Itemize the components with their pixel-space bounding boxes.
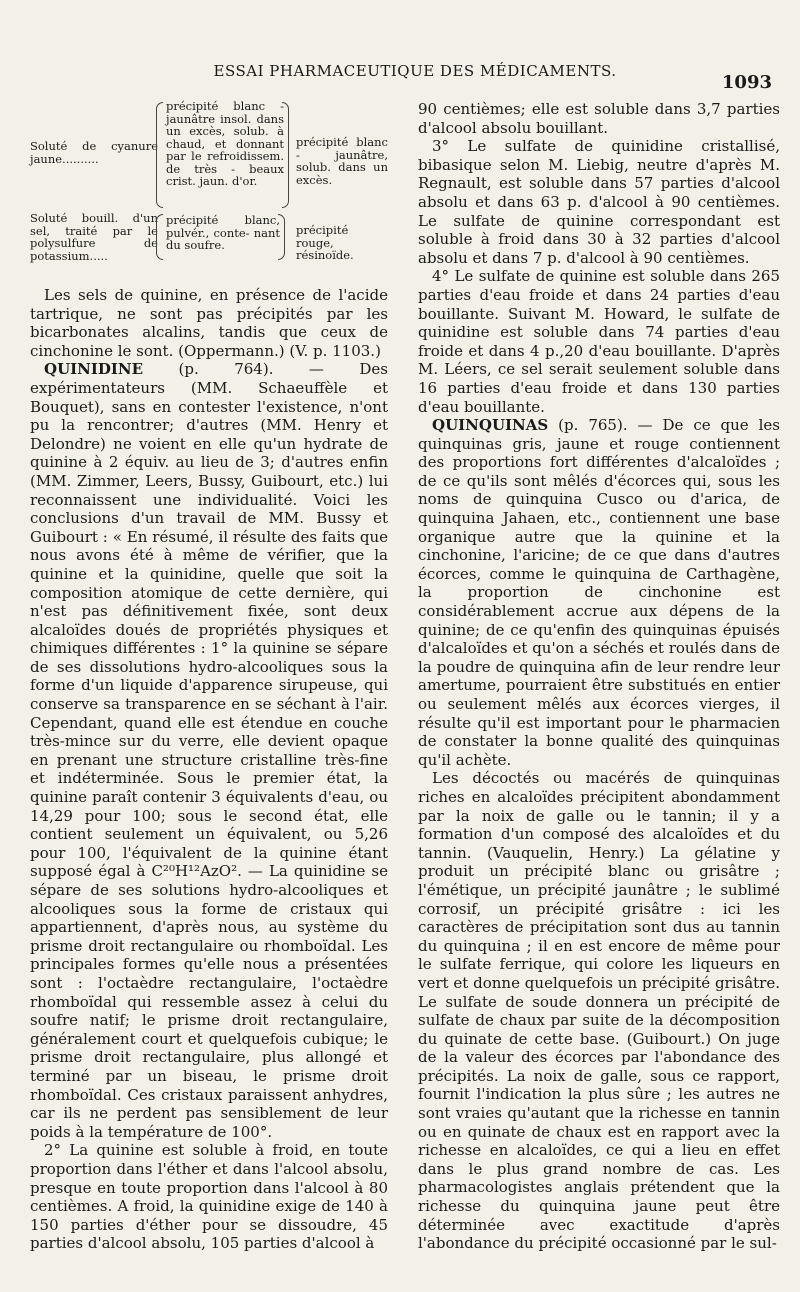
brace: [278, 214, 285, 260]
reaction-table: [30, 100, 388, 280]
precipitate-polysulfure: précipité blanc, pulvér., conte- nant du soufre.: [166, 213, 280, 252]
page-number: 1093: [721, 72, 772, 93]
reagent-polysulfure: Soluté bouill. d'un sel, traité par le polysulfure de potassium.....: [30, 211, 158, 263]
paragraph-quinquinas: [418, 416, 780, 769]
result-polysulfure: précipité rouge, résinoïde.: [296, 223, 354, 262]
brace: [282, 102, 289, 208]
right-column: [418, 100, 780, 1253]
precipitate-cyanure: précipité blanc - jaunâtre insol. dans un excès, solub. à chaud, et donnant par le refroidissem. de très - beaux crist. jaun. d'or.: [166, 99, 284, 188]
paragraph-sulfate-eau: 4° Le sulfate de quinine est soluble dans 265 parties d'eau froide et dans 24 parties d'eau bouillante. Suivant M. Howard, le sulfate de quinidine est soluble dans 74 parties d'eau froide et dans 4 p.,20 d'eau bouillante. D'après M. Léers, ce sel serait seulement soluble dans 16 parties d'eau froide et dans 130 parties d'eau bouillante.: [418, 267, 780, 416]
heading-quinidine: QUINIDINE: [44, 360, 144, 379]
paragraph-sels-quinine: Les sels de quinine, en présence de l'acide tartrique, ne sont pas précipités par les bicarbonates alcalins, tandis que ceux de cinchonine le sont. (Oppermann.) (V. p. 1103.): [30, 286, 388, 360]
running-title: ESSAI PHARMACEUTIQUE DES MÉDICAMENTS.: [213, 62, 617, 80]
paragraph-sulfate-quinidine: 3° Le sulfate de quinidine cristallisé, bibasique selon M. Liebig, neutre d'après M. Regnault, est soluble dans 57 parties d'alcool absolu et dans 63 p. d'alcool à 90 centièmes. Le sulfate de quinine correspondant est soluble à froid dans 30 à 32 parties d'alcool absolu et dans 7 p. d'alcool à 90 centièmes.: [418, 137, 780, 267]
paragraph-solubilite: 2° La quinine est soluble à froid, en toute proportion dans l'éther et dans l'alcool absolu, presque en toute proportion dans l'alcool à 80 centièmes. A froid, la quinidine exige de 140 à 150 parties d'éther pour se dissoudre, 45 parties d'alcool absolu, 105 parties d'alcool à: [30, 1141, 388, 1253]
brace: [156, 214, 163, 260]
paragraph-quinquinas-text: (p. 765). — De ce que les quinquinas gris, jaune et rouge contiennent des proportions fort différentes d'alcaloïdes ; de ce qu'ils sont mêlés d'écorces qui, sous les noms de quinquina Cusco ou d'arica, de quinquina Jahaen, etc., contiennent une base organique autre que la quinine et la cinchonine, l'aricine; de ce que dans d'autres écorces, comme le quinquina de Carthagène, la proportion de cinchonine est considérablement accrue aux dépens de la quinine; de ce qu'enfin des quinquinas épuisés d'alcaloïdes et qu'on a séchés et roulés dans de la poudre de quinquina afin de leur rendre leur amertume, pourraient être substitués en entier ou seulement mêlés aux écorces vierges, il résulte qu'il est important pour le pharmacien de constater la bonne qualité des quinquinas qu'il achète.: [418, 416, 780, 769]
paragraph-quinidine: [30, 360, 388, 1141]
left-column: [30, 100, 388, 1253]
brace: [156, 102, 163, 208]
heading-quinquinas: QUINQUINAS: [432, 416, 549, 435]
paragraph-decoctes: Les décoctés ou macérés de quinquinas riches en alcaloïdes précipitent abondamment par la noix de galle ou le tannin; il y a formation d'un composé des alcaloïdes et du tannin. (Vauquelin, Henry.) La gélatine y produit un précipité blanc ou grisâtre ; l'émétique, un précipité jaunâtre ; le sublimé corrosif, un précipité grisâtre : ici les caractères de précipitation sont dus au tannin du quinquina ; il en est encore de même pour le sulfate ferrique, qui colore les liqueurs en vert et donne quelquefois un précipité grisâtre. Le sulfate de soude donnera un précipité de sulfate de chaux par suite de la décomposition du quinate de cette base. (Guibourt.) On juge de la valeur des écorces par l'abondance des précipités. La noix de galle, sous ce rapport, fournit l'indication la plus sûre ; les autres ne sont vraies qu'autant que la richesse en tannin ou en quinate de chaux est en rapport avec la richesse en alcaloïdes, ce qui a lieu en effet dans le plus grand nombre de cas. Les pharmacologistes anglais prétendent que la richesse du quinquina jaune peut être déterminée avec exactitude d'après l'abondance du précipité occasionné par le sul-: [418, 769, 780, 1253]
paragraph-quinidine-text: (p. 764). — Des expérimentateurs (MM. Schaeuffèle et Bouquet), sans en contester l'existence, n'ont pu la rencontrer; d'autres (MM. Henry et Delondre) ne voient en elle qu'un hydrate de quinine à 2 équiv. au lieu de 3; d'autres enfin (MM. Zimmer, Leers, Bussy, Guibourt, etc.) lui reconnaissent une individualité. Voici les conclusions d'un travail de MM. Bussy et Guibourt : « En résumé, il résulte des faits que nous avons été à même de vérifier, que la quinine et la quinidine, quelle que soit la composition atomique de cette dernière, qui n'est pas définitivement fixée, sont deux alcaloïdes doués de propriétés physiques et chimiques différentes : 1° la quinine se sépare de ses dissolutions hydro-alcooliques sous la forme d'un liquide d'apparence sirupeuse, qui conserve sa transparence en se séchant à l'air. Cependant, quand elle est étendue en couche très-mince sur du verre, elle devient opaque en prenant une structure cristalline très-fine et indéterminée. Sous le premier état, la quinine paraît contenir 3 équivalents d'eau, ou 14,29 pour 100; sous le second état, elle contient seulement un équivalent, ou 5,26 pour 100, l'équivalent de la quinine étant supposé égal à C²⁰H¹²AzO². — La quinidine se sépare de ses solutions hydro-alcooliques et alcooliques sous la forme de cristaux qui appartiennent, d'après nous, au système du prisme droit rectangulaire ou rhomboïdal. Les principales formes qu'elle nous a présentées sont : l'octaèdre rectangulaire, l'octaèdre rhomboïdal qui ressemble assez à celui du soufre natif; le prisme droit rectangulaire, généralement court et quelquefois cubique; le prisme droit rectangulaire, plus allongé et terminé par un biseau, le prisme droit rhomboïdal. Ces cristaux paraissent anhydres, car ils ne perdent pas sensiblement de leur poids à la température de 100°.: [30, 360, 388, 1141]
reagent-cyanure: Soluté de cyanure jaune..........: [30, 139, 158, 166]
paragraph-continuation: 90 centièmes; elle est soluble dans 3,7 parties d'alcool absolu bouillant.: [418, 100, 780, 137]
result-cyanure: précipité blanc - jaunâtre, solub. dans un excès.: [296, 135, 388, 187]
